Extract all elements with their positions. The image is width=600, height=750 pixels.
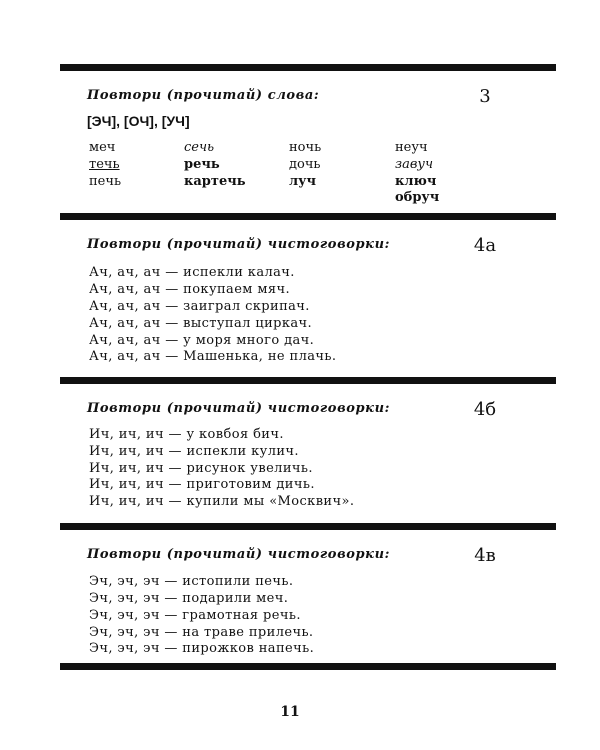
word-list-item: дочь — [289, 157, 321, 172]
tongue-twister-line: Ач, ач, ач — у моря много дач. — [89, 333, 315, 348]
tongue-twister-line: Эч, эч, эч — грамотная речь. — [89, 608, 301, 623]
tongue-twister-line: Эч, эч, эч — пирожков напечь. — [89, 641, 315, 656]
word-list-item: речь — [184, 157, 220, 172]
section-divider — [60, 523, 556, 530]
exercise-4v-heading: Повтори (прочитай) чистоговорки: — [87, 547, 391, 562]
tongue-twister-line: Ич, ич, ич — приготовим дичь. — [89, 477, 315, 492]
tongue-twister-line: Эч, эч, эч — подарили меч. — [89, 591, 289, 606]
word-list-item: обруч — [395, 190, 440, 205]
tongue-twister-line: Ич, ич, ич — у ковбоя бич. — [89, 427, 284, 442]
section-divider-bottom — [60, 663, 556, 670]
word-list-item: течь — [89, 157, 120, 172]
exercise-4a-heading: Повтори (прочитай) чистоговорки: — [87, 237, 391, 252]
word-list-item: неуч — [395, 140, 428, 155]
section-divider — [60, 377, 556, 384]
tongue-twister-line: Эч, эч, эч — истопили печь. — [89, 574, 294, 589]
word-list-item: завуч — [395, 157, 434, 172]
word-list-item: ночь — [289, 140, 322, 155]
exercise-4b-heading: Повтори (прочитай) чистоговорки: — [87, 401, 391, 416]
word-list-item: меч — [89, 140, 116, 155]
page-number: 11 — [280, 704, 300, 720]
tongue-twister-line: Ач, ач, ач — покупаем мяч. — [89, 282, 290, 297]
exercise-4a-number: 4а — [473, 235, 497, 256]
section-divider-top — [60, 64, 556, 71]
word-list-item: сечь — [184, 140, 215, 155]
tongue-twister-line: Ич, ич, ич — купили мы «Москвич». — [89, 494, 355, 509]
word-list-item: печь — [89, 174, 122, 189]
tongue-twister-line: Ич, ич, ич — рисунок увеличь. — [89, 461, 313, 476]
exercise-4v-number: 4в — [474, 545, 496, 566]
tongue-twister-line: Ач, ач, ач — Машенька, не плачь. — [89, 349, 337, 364]
phoneme-list: [ЭЧ], [ОЧ], [УЧ] — [87, 113, 190, 129]
tongue-twister-line: Ач, ач, ач — заиграл скрипач. — [89, 299, 310, 314]
tongue-twister-line: Ач, ач, ач — выступал циркач. — [89, 316, 313, 331]
exercise-4b-number: 4б — [473, 399, 497, 420]
exercise-3-number: 3 — [479, 86, 491, 107]
word-list-item: картечь — [184, 174, 246, 189]
exercise-3-heading: Повтори (прочитай) слова: — [87, 88, 320, 103]
word-list-item: ключ — [395, 174, 437, 189]
section-divider — [60, 213, 556, 220]
word-list-item: луч — [289, 174, 317, 189]
tongue-twister-line: Эч, эч, эч — на траве прилечь. — [89, 625, 314, 640]
tongue-twister-line: Ач, ач, ач — испекли калач. — [89, 265, 295, 280]
tongue-twister-line: Ич, ич, ич — испекли кулич. — [89, 444, 299, 459]
